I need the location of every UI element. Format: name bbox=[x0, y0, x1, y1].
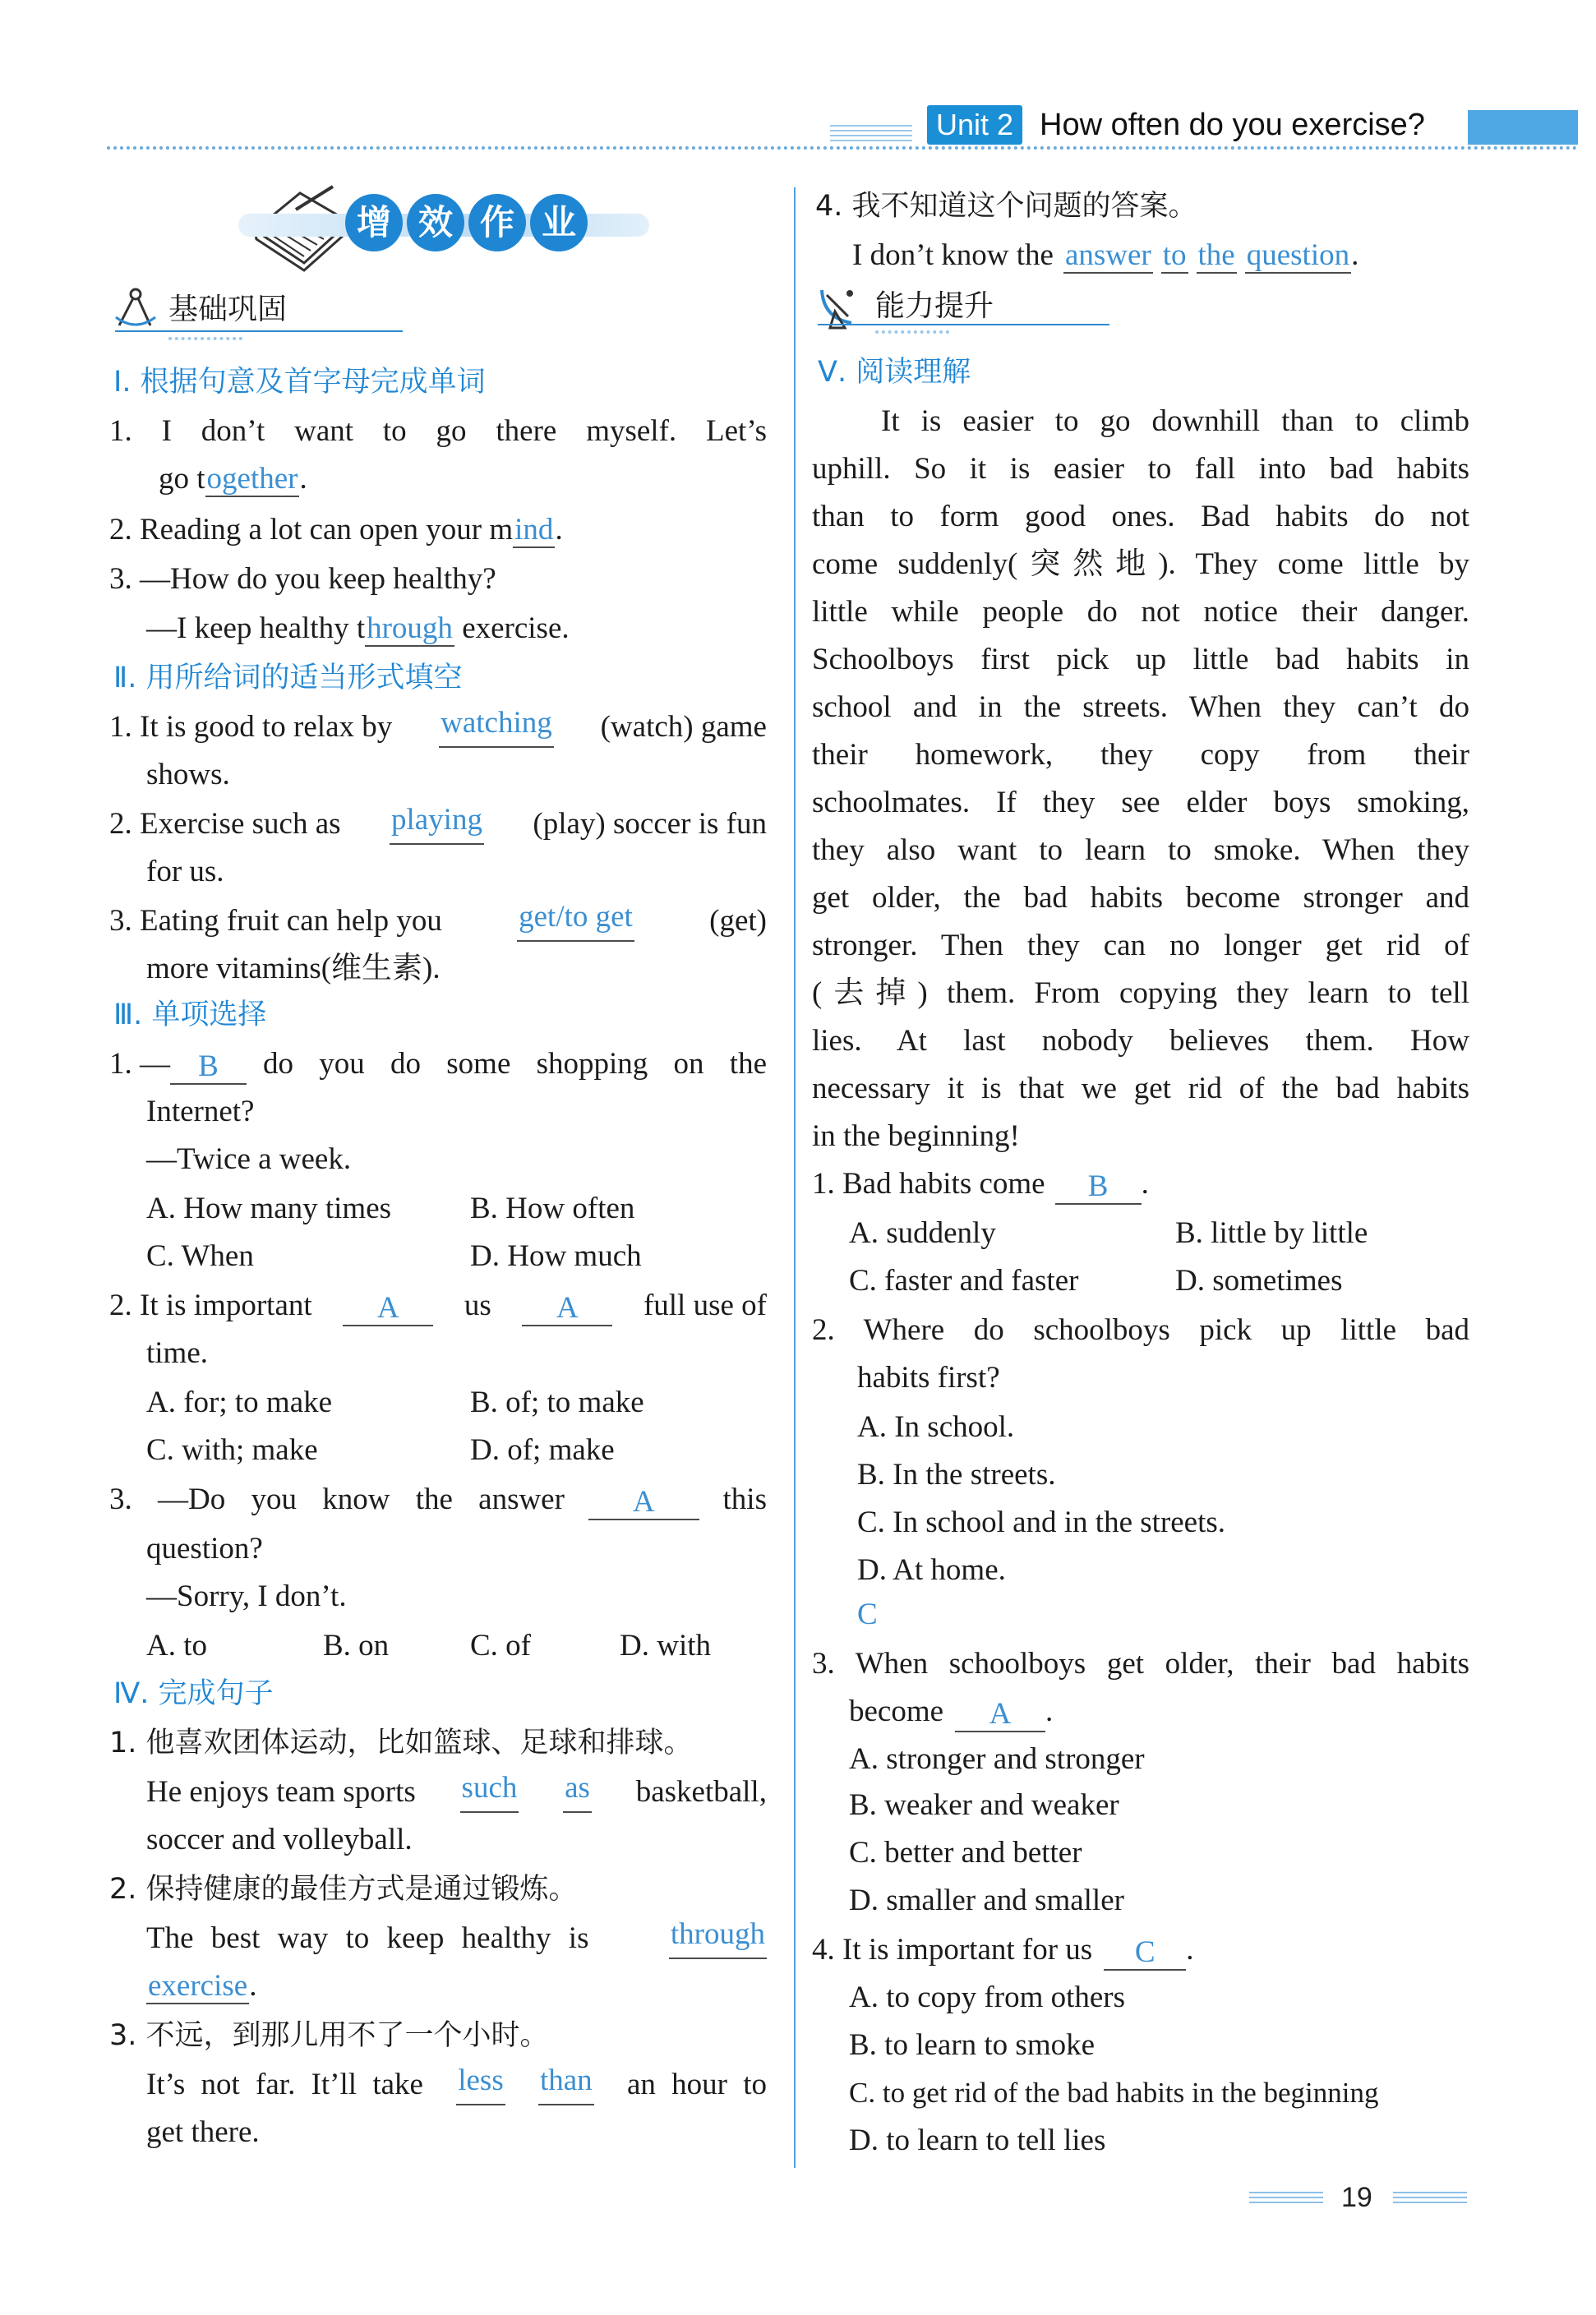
option: D. to learn to tell lies bbox=[849, 2124, 1106, 2157]
part4-title: Ⅳ. 完成句子 bbox=[113, 1677, 274, 1710]
text: (watch) game bbox=[600, 710, 767, 744]
text: us bbox=[464, 1289, 491, 1322]
text: exercise. bbox=[454, 611, 570, 645]
header-accent-bar bbox=[1468, 110, 1578, 145]
part3-q3-line2: question? bbox=[146, 1532, 263, 1566]
part2-title: Ⅱ. 用所给词的适当形式填空 bbox=[113, 662, 463, 694]
option: C. faster and faster bbox=[849, 1264, 1079, 1298]
text: 3. —Do you know the answer bbox=[109, 1483, 565, 1516]
option: A. for; to make bbox=[146, 1386, 333, 1419]
text: The best way to keep healthy is bbox=[146, 1921, 589, 1955]
option: A. to bbox=[146, 1629, 207, 1662]
answer: question bbox=[1246, 238, 1350, 272]
part4-q4 bbox=[852, 235, 1358, 276]
unit-title: How often do you exercise? bbox=[1040, 108, 1425, 142]
part4-q1 bbox=[146, 1772, 767, 1813]
answer: get/to get bbox=[517, 901, 634, 942]
banner-char: 效 bbox=[407, 194, 464, 251]
option: D. At home. bbox=[857, 1553, 1006, 1587]
answer: through bbox=[669, 1918, 767, 1959]
option: D. with bbox=[620, 1629, 711, 1662]
header-decoration-stripes bbox=[830, 125, 912, 145]
part3-q1-line2: Internet? bbox=[146, 1095, 255, 1128]
answer: C bbox=[857, 1598, 878, 1631]
part5-q1 bbox=[812, 1164, 1149, 1205]
option: B. of; to make bbox=[470, 1386, 644, 1419]
section-underline bbox=[818, 324, 1109, 325]
passage-line: they also want to learn to smoke. When they bbox=[812, 833, 1469, 867]
part4-q4-chinese: 4. 我不知道这个问题的答案。 bbox=[815, 190, 1197, 223]
answer: as bbox=[563, 1772, 592, 1813]
part3-q2-line2: time. bbox=[146, 1336, 209, 1370]
part1-title: Ⅰ. 根据句意及首字母完成单词 bbox=[113, 366, 486, 399]
option: C. better and better bbox=[849, 1836, 1082, 1870]
part3-q3-reply: —Sorry, I don’t. bbox=[146, 1579, 347, 1613]
part4-q1-chinese: 1. 他喜欢团体运动，比如篮球、足球和排球。 bbox=[109, 1727, 693, 1759]
option: B. weaker and weaker bbox=[849, 1788, 1119, 1822]
part1-q3: 3. —How do you keep healthy? bbox=[109, 562, 496, 596]
passage-line: schoolmates. If they see elder boys smoking, bbox=[812, 786, 1469, 819]
answer: hrough bbox=[367, 611, 453, 645]
option: D. How much bbox=[470, 1239, 642, 1273]
part1-q1: 1. I don’t want to go there myself. Let’s bbox=[109, 414, 767, 448]
page-number: 19 bbox=[1341, 2182, 1372, 2213]
text: It’s not far. It’ll take bbox=[146, 2068, 423, 2101]
part5-q2-line2: habits first? bbox=[857, 1361, 1000, 1395]
part4-q2-chinese: 2. 保持健康的最佳方式是通过锻炼。 bbox=[109, 1873, 578, 1906]
passage-line: school and in the streets. When they can’t do bbox=[812, 690, 1469, 724]
answer: ogether bbox=[206, 462, 298, 496]
passage-line: than to form good ones. Bad habits do not bbox=[812, 500, 1469, 533]
text: 2. It is important bbox=[109, 1289, 312, 1322]
passage-line: little while people do not notice their danger. bbox=[812, 595, 1469, 629]
passage-line: (去掉) them. From copying they learn to tell bbox=[812, 976, 1469, 1010]
option: B. on bbox=[323, 1629, 390, 1662]
part2-q1 bbox=[109, 707, 767, 748]
option: B. How often bbox=[470, 1192, 635, 1225]
part3-q1-reply: —Twice a week. bbox=[146, 1142, 352, 1176]
compass-icon bbox=[111, 284, 160, 334]
answer: watching bbox=[439, 707, 554, 748]
text: 1. — bbox=[109, 1047, 170, 1081]
passage-line: come suddenly(突然地). They come little by bbox=[812, 547, 1469, 581]
part3-title: Ⅲ. 单项选择 bbox=[113, 998, 267, 1031]
passage-line: uphill. So it is easier to fall into bad habits bbox=[812, 452, 1469, 486]
part5-q4 bbox=[812, 1930, 1193, 1971]
passage-line: Schoolboys first pick up little bad habits in bbox=[812, 643, 1469, 676]
answer: the bbox=[1197, 238, 1235, 272]
answer: answer bbox=[1064, 238, 1151, 272]
part5-q3-line2 bbox=[849, 1691, 1053, 1732]
answer: to bbox=[1162, 238, 1187, 272]
text: . bbox=[299, 462, 307, 496]
option: C. When bbox=[146, 1239, 254, 1273]
section-underline bbox=[115, 330, 403, 332]
section-dots bbox=[168, 337, 242, 340]
answer: ind bbox=[514, 513, 554, 546]
part4-q2-line2 bbox=[146, 1966, 256, 2007]
text: (play) soccer is fun bbox=[533, 807, 767, 841]
part4-q3-line2: get there. bbox=[146, 2115, 260, 2149]
option: D. smaller and smaller bbox=[849, 1884, 1124, 1917]
text: basketball, bbox=[635, 1775, 767, 1809]
text: go t bbox=[159, 462, 205, 496]
section-dots bbox=[875, 330, 949, 334]
text: full use of bbox=[643, 1289, 767, 1322]
banner-char: 业 bbox=[530, 194, 588, 251]
answer: than bbox=[538, 2064, 594, 2105]
text: do you do some shopping on the bbox=[263, 1047, 767, 1081]
homework-banner bbox=[238, 187, 649, 258]
part2-q2-line2: for us. bbox=[146, 855, 224, 888]
part1-q3-reply bbox=[146, 608, 570, 649]
text: I don’t know the bbox=[852, 238, 1054, 272]
section-ability-title: 能力提升 bbox=[875, 289, 994, 323]
unit-badge: Unit 2 bbox=[927, 105, 1022, 145]
option: D. of; make bbox=[470, 1433, 615, 1467]
text: 2. Reading a lot can open your m bbox=[109, 513, 514, 546]
passage-line: in the beginning! bbox=[812, 1119, 1020, 1153]
option: B. In the streets. bbox=[857, 1458, 1056, 1492]
section-basic-title: 基础巩固 bbox=[168, 293, 288, 326]
column-divider bbox=[794, 187, 796, 2168]
text: . bbox=[1186, 1933, 1194, 1967]
text: this bbox=[722, 1483, 767, 1516]
passage-line: necessary it is that we get rid of the bad habits bbox=[812, 1072, 1469, 1105]
footer-decoration-right bbox=[1393, 2192, 1467, 2205]
text: . bbox=[1141, 1167, 1149, 1201]
answer: B bbox=[1055, 1170, 1142, 1205]
part2-q2 bbox=[109, 804, 767, 845]
answer: less bbox=[456, 2064, 505, 2105]
answer: A bbox=[522, 1292, 612, 1326]
option: B. little by little bbox=[1175, 1216, 1368, 1250]
option: D. sometimes bbox=[1175, 1264, 1343, 1298]
option: C. to get rid of the bad habits in the beginning bbox=[849, 2077, 1379, 2109]
answer: such bbox=[460, 1772, 519, 1813]
text: 4. It is important for us bbox=[812, 1933, 1093, 1967]
option: A. stronger and stronger bbox=[849, 1742, 1145, 1776]
answer: A bbox=[588, 1486, 699, 1520]
part4-q3-chinese: 3. 不远，到那儿用不了一个小时。 bbox=[109, 2019, 549, 2052]
passage-line: It is easier to go downhill than to climb bbox=[881, 404, 1469, 438]
answer: B bbox=[170, 1050, 247, 1085]
option: A. In school. bbox=[857, 1410, 1015, 1444]
passage-line: their homework, they copy from their bbox=[812, 738, 1469, 772]
text: 2. Exercise such as bbox=[109, 807, 341, 841]
option: C. of bbox=[470, 1629, 531, 1662]
text: an hour to bbox=[626, 2068, 767, 2101]
text: . bbox=[249, 1969, 257, 2003]
text: 3. Eating fruit can help you bbox=[109, 904, 442, 938]
part4-q2 bbox=[146, 1918, 767, 1959]
answer: A bbox=[955, 1698, 1045, 1732]
text: . bbox=[1045, 1695, 1054, 1728]
header-divider bbox=[107, 146, 1578, 150]
text: 1. It is good to relax by bbox=[109, 710, 393, 744]
passage-line: stronger. Then they can no longer get rid of bbox=[812, 929, 1469, 962]
part1-q2 bbox=[109, 510, 563, 551]
text: —I keep healthy t bbox=[146, 611, 366, 645]
part4-q3 bbox=[146, 2064, 767, 2105]
answer: playing bbox=[390, 804, 484, 845]
answer: C bbox=[1104, 1936, 1186, 1971]
answer: exercise bbox=[148, 1969, 248, 2003]
part5-q3: 3. When schoolboys get older, their bad habits bbox=[812, 1647, 1469, 1681]
part4-q1-line2: soccer and volleyball. bbox=[146, 1823, 413, 1856]
text: (get) bbox=[709, 904, 767, 938]
part3-q1 bbox=[109, 1044, 767, 1085]
text: . bbox=[555, 513, 563, 546]
part5-q2: 2. Where do schoolboys pick up little bad bbox=[812, 1313, 1469, 1347]
passage-line: get older, the bad habits become stronger and bbox=[812, 881, 1469, 915]
part5-title: Ⅴ. 阅读理解 bbox=[818, 356, 971, 389]
footer-decoration-left bbox=[1249, 2192, 1323, 2205]
text: 1. Bad habits come bbox=[812, 1167, 1045, 1201]
text: become bbox=[849, 1695, 944, 1728]
option: A. How many times bbox=[146, 1192, 392, 1225]
part3-q3 bbox=[109, 1479, 767, 1520]
part2-q3 bbox=[109, 901, 767, 942]
part2-q3-line2: more vitamins(维生素). bbox=[146, 952, 441, 985]
option: A. to copy from others bbox=[849, 1981, 1126, 2014]
text: . bbox=[1351, 238, 1359, 272]
text: He enjoys team sports bbox=[146, 1775, 416, 1809]
option: C. In school and in the streets. bbox=[857, 1506, 1226, 1539]
banner-char: 增 bbox=[345, 194, 403, 251]
option: C. with; make bbox=[146, 1433, 318, 1467]
part2-q1-line2: shows. bbox=[146, 758, 230, 791]
option: B. to learn to smoke bbox=[849, 2028, 1096, 2062]
passage-line: lies. At last nobody believes them. How bbox=[812, 1024, 1469, 1058]
part1-q1-line2 bbox=[159, 459, 307, 500]
option: A. suddenly bbox=[849, 1216, 996, 1250]
banner-char: 作 bbox=[468, 194, 526, 251]
answer: A bbox=[343, 1292, 433, 1326]
part3-q2 bbox=[109, 1285, 767, 1326]
